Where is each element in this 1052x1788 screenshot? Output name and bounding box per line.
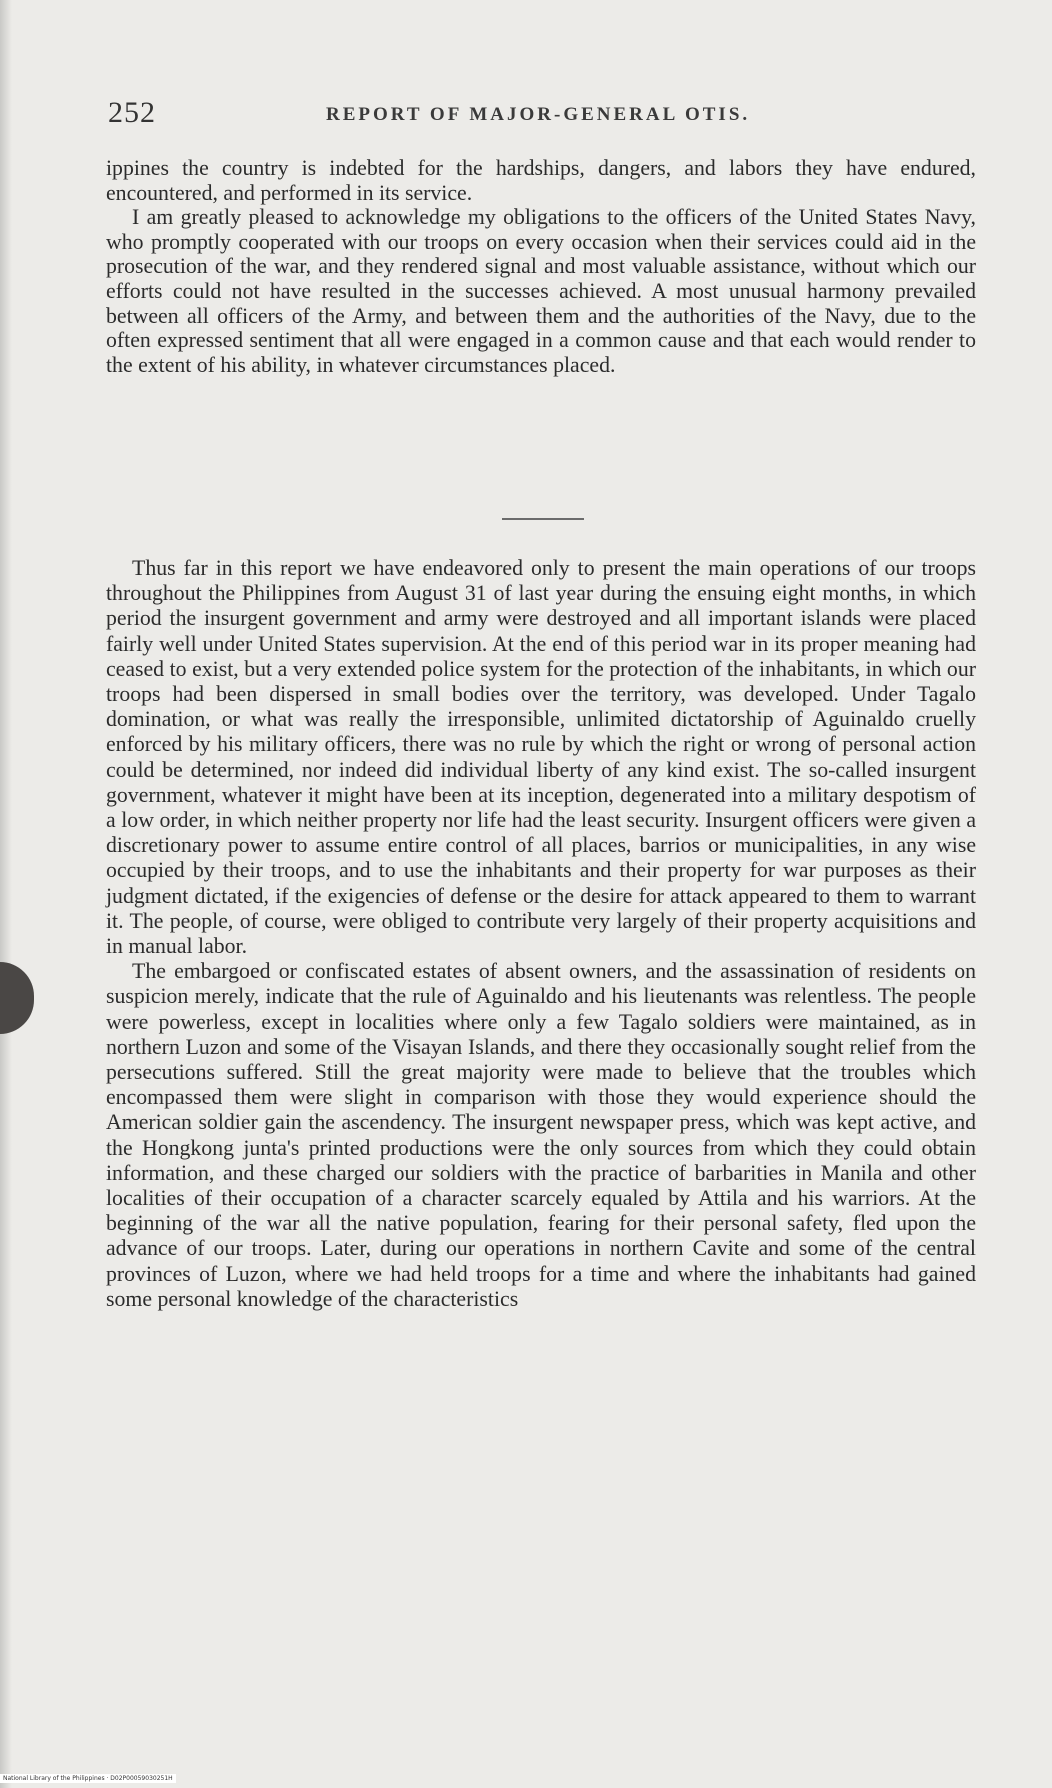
running-head: REPORT OF MAJOR-GENERAL OTIS. — [326, 104, 751, 125]
paragraph-operations: Thus far in this report we have endeavored only to present the main operations of our troops throughout the Philippines from August 31 of last year during the ensuing eight months, in which period the insurgent government and army were destroyed and all important islands were placed fairly well under United States supervision. At the end of this period war in its proper meaning had ceased to exist, but a very extended police system for the protection of the inhabitants, in which our troops had been dispersed in small bodies over the territory, was developed. Under Tagalo domination, or what was really the irresponsible, unlimited dictatorship of Aguinaldo cruelly enforced by his military officers, there was no rule by which the right or wrong of personal action could be determined, nor indeed did individual liberty of any kind exist. The so-called insurgent government, whatever it might have been at its inception, degenerated into a military despotism of a low order, in which neither property nor life had the least security. Insurgent officers were given a discretionary power to assume entire control of all places, barrios or municipalities, in any wise occupied by their troops, and to use the inhabitants and their property for war purposes as their judgment dictated, if the exigencies of defense or the desire for attack appeared to them to warrant it. The people, of course, were obliged to contribute very largely of their property acquisitions and in manual labor. — [106, 556, 976, 959]
scan-source-note: National Library of the Philippines · D02P00059030251H — [0, 1774, 176, 1783]
paragraph-continuation: ippines the country is indebted for the hardships, dangers, and labors they have endured, encountered, and performed in its service. — [106, 156, 976, 205]
section-divider-rule — [502, 518, 584, 520]
text-block-operations — [106, 556, 976, 1312]
paragraph-aguinaldo-rule: The embargoed or confiscated estates of absent owners, and the assassination of residents on suspicion merely, indicate that the rule of Aguinaldo and his lieutenants was relentless. The people were powerless, except in localities where only a few Tagalo soldiers were maintained, as in northern Luzon and some of the Visayan Islands, and there they occasionally sought relief from the persecutions suffered. Still the great majority were made to believe that the troubles which encompassed them were slight in comparison with those they would experience should the American soldier gain the ascendency. The insurgent newspaper press, which was kept active, and the Hongkong junta's printed productions were the only sources from which they could obtain information, and these charged our soldiers with the practice of barbarities in Manila and other localities of their occupation of a character scarcely equaled by Attila and his warriors. At the beginning of the war all the native population, fearing for their personal safety, fled upon the advance of our troops. Later, during our operations in northern Cavite and some of the central provinces of Luzon, where we had held troops for a time and where the inhabitants had gained some personal knowledge of the characteristics — [106, 959, 976, 1311]
paragraph-navy: I am greatly pleased to acknowledge my obligations to the officers of the United States Navy, who promptly cooperated with our troops on every occasion when their services could aid in the prosecution of the war, and they rendered signal and most valuable assistance, without which our efforts could not have resulted in the successes achieved. A most unusual harmony prevailed between all officers of the Army, and between them and the authorities of the Navy, due to the often expressed sentiment that all were engaged in a common cause and that each would render to the extent of his ability, in whatever circumstances placed. — [106, 205, 976, 377]
binding-edge-shadow — [0, 0, 12, 1788]
text-block-navy-acknowledgment — [106, 156, 976, 377]
page-number: 252 — [108, 96, 156, 129]
page-header — [108, 96, 980, 136]
